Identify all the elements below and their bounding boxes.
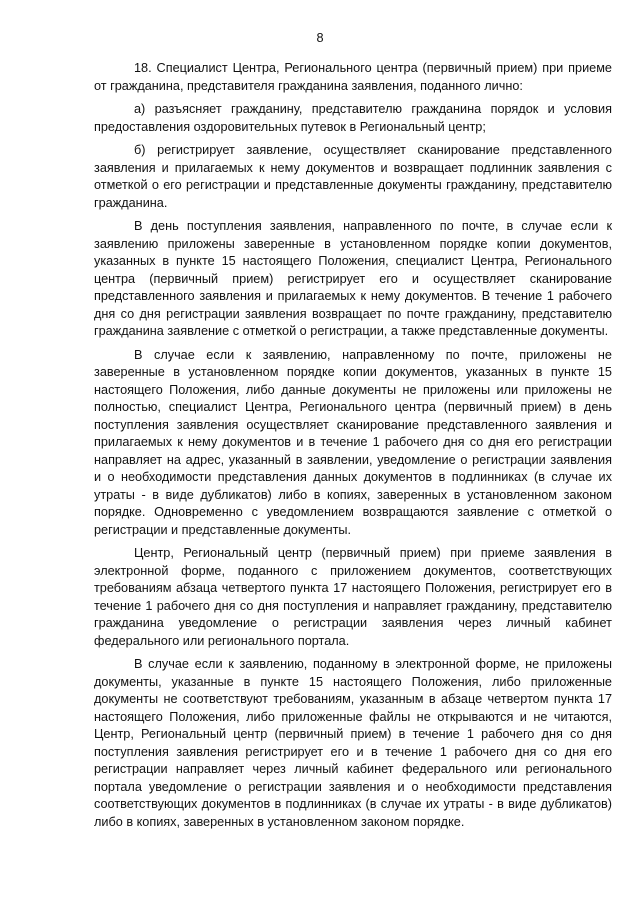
document-body <box>94 60 612 834</box>
paragraph-subitem-a: а) разъясняет гражданину, представителю гражданина порядок и условия предоставления оздоровительных путевок в Региональный центр; <box>94 102 612 134</box>
page-number: 8 <box>316 31 324 45</box>
paragraph-subitem-b: б) регистрирует заявление, осуществляет сканирование представленного заявления и прилагаемых к нему документов и возвращает подлинник заявления с отметкой о его регистрации и представленные документы гражданину, представителю гражданина. <box>94 143 612 210</box>
paragraph-mail-submission: В день поступления заявления, направленного по почте, в случае если к заявлению приложены заверенные в установленном порядке копии документов, указанных в пункте 15 настоящего Положения, специалист Центра, Регионального центра (первичный прием) регистрирует его и осуществляет сканирование представленного заявления и прилагаемых к нему документов. В течение 1 рабочего дня со дня регистрации заявления возвращает по почте гражданину, представителю гражданина заявление с отметкой о регистрации, а также представленные документы. <box>94 219 612 338</box>
paragraph-mail-incomplete: В случае если к заявлению, направленному по почте, приложены не заверенные в установленном порядке копии документов, указанных в пункте 15 настоящего Положения, либо данные документы не приложены или приложены не полностью, специалист Центра, Регионального центра (первичный прием) в день поступления заявления осуществляет сканирование представленного заявления и прилагаемых к нему документов и в течение 1 рабочего дня со дня его регистрации направляет на адрес, указанный в заявлении, уведомление о регистрации заявления и о необходимости представления данных документов в подлинниках (в случае их утраты - в виде дубликатов) либо в копиях, заверенных в установленном законом порядке. Одновременно с уведомлением возвращаются заявление с отметкой о регистрации и представленные документы. <box>94 347 612 537</box>
paragraph-electronic-incomplete: В случае если к заявлению, поданному в электронной форме, не приложены документы, указанные в пункте 15 настоящего Положения, либо приложенные документы не соответствуют требованиям, указанным в абзаце четвертом пункта 17 настоящего Положения, либо приложенные файлы не открываются и не читаются, Центр, Региональный центр (первичный прием) в течение 1 рабочего дня со дня поступления заявления регистрирует его и в течение 1 рабочего дня со дня его регистрации направляет через личный кабинет федерального или регионального портала уведомление о регистрации заявления и о необходимости представления соответствующих документов в подлинниках (в случае их утраты - в виде дубликатов) либо в копиях, заверенных в установленном законом порядке. <box>94 657 612 829</box>
paragraph-electronic-submission: Центр, Региональный центр (первичный прием) при приеме заявления в электронной форме, поданного с приложением документов, соответствующих требованиям абзаца четвертого пункта 17 настоящего Положения, регистрирует его в течение 1 рабочего дня со дня поступления и направляет гражданину, представителю гражданина уведомление о регистрации заявления через личный кабинет федерального или регионального портала. <box>94 546 612 648</box>
paragraph-item-18: 18. Специалист Центра, Регионального центра (первичный прием) при приеме от гражданина, представителя гражданина заявления, поданного лично: <box>94 61 612 93</box>
